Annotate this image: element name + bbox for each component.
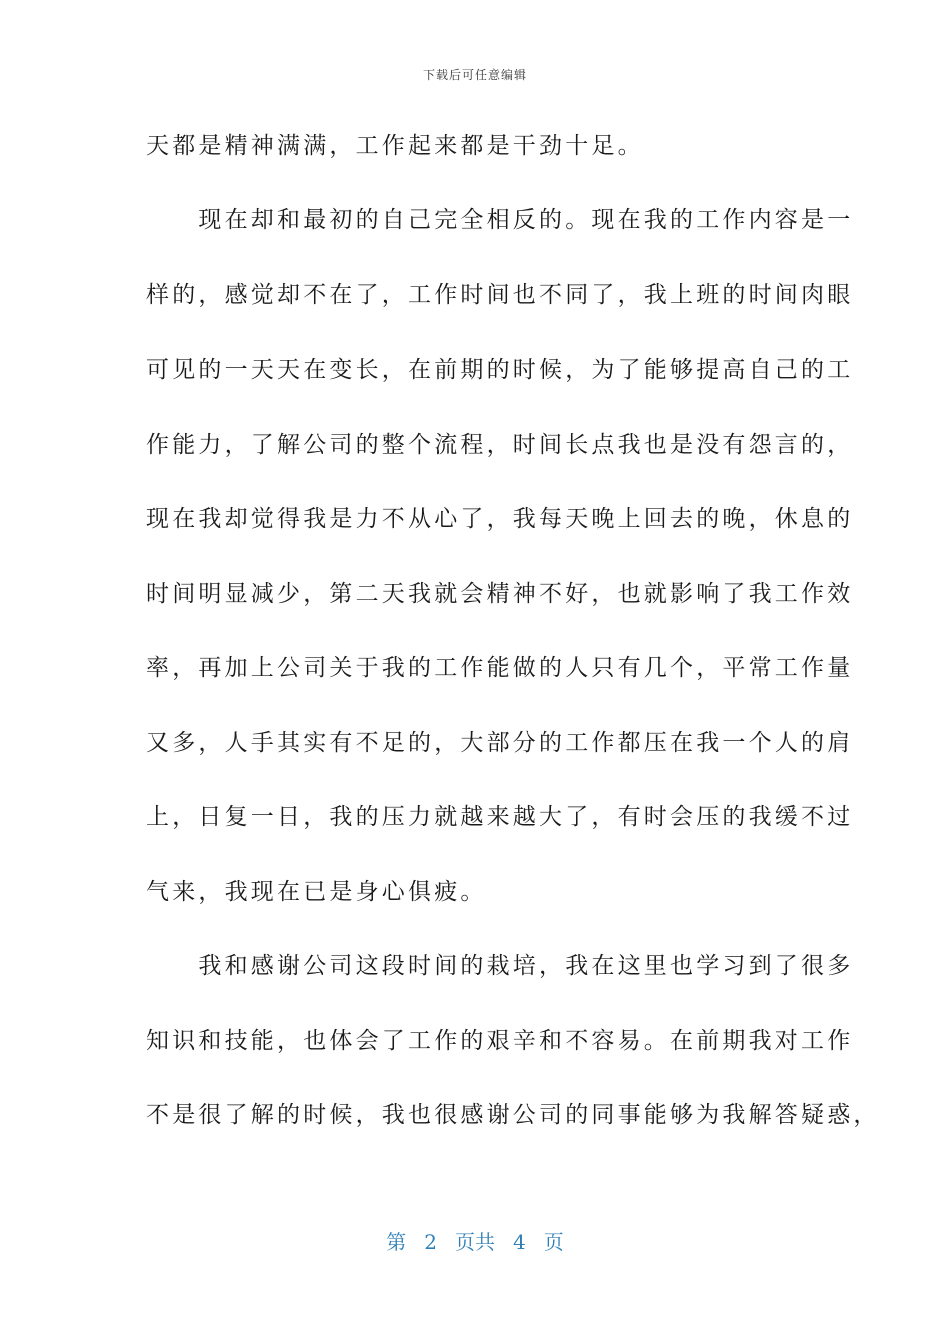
body-line: 知识和技能，也体会了工作的艰辛和不容易。在前期我对工作 [146,1028,854,1054]
body-line: 作能力，了解公司的整个流程，时间长点我也是没有怨言的， [146,432,854,458]
body-line: 不是很了解的时候，我也很感谢公司的同事能够为我解答疑惑， [146,1102,880,1128]
body-line: 又多，人手其实有不足的，大部分的工作都压在我一个人的肩 [146,730,854,756]
body-line: 可见的一天天在变长，在前期的时候，为了能够提高自己的工 [146,357,854,383]
footer-suffix: 页 [543,1230,564,1254]
body-line: 上，日复一日，我的压力就越来越大了，有时会压的我缓不过 [146,804,854,830]
page-header: 下载后可任意编辑 [422,68,527,82]
body-line: 时间明显减少，第二天我就会精神不好，也就影响了我工作效 [146,581,854,607]
body-line: 现在我却觉得我是力不从心了，我每天晚上回去的晚，休息的 [146,506,854,532]
body-line: 现在却和最初的自己完全相反的。现在我的工作内容是一 [146,207,854,233]
footer-total-pages: 4 [513,1230,526,1254]
footer-current-page: 2 [424,1230,437,1254]
body-line: 我和感谢公司这段时间的栽培，我在这里也学习到了很多 [146,953,854,979]
body-line: 样的，感觉却不在了，工作时间也不同了，我上班的时间肉眼 [146,282,854,308]
footer-middle: 页共 [455,1230,495,1254]
body-line: 天都是精神满满，工作起来都是干劲十足。 [146,133,644,159]
body-line: 气来，我现在已是身心俱疲。 [146,879,487,905]
footer-prefix: 第 [386,1230,407,1254]
body-line: 率，再加上公司关于我的工作能做的人只有几个，平常工作量 [146,655,854,681]
page-footer [0,1226,950,1255]
